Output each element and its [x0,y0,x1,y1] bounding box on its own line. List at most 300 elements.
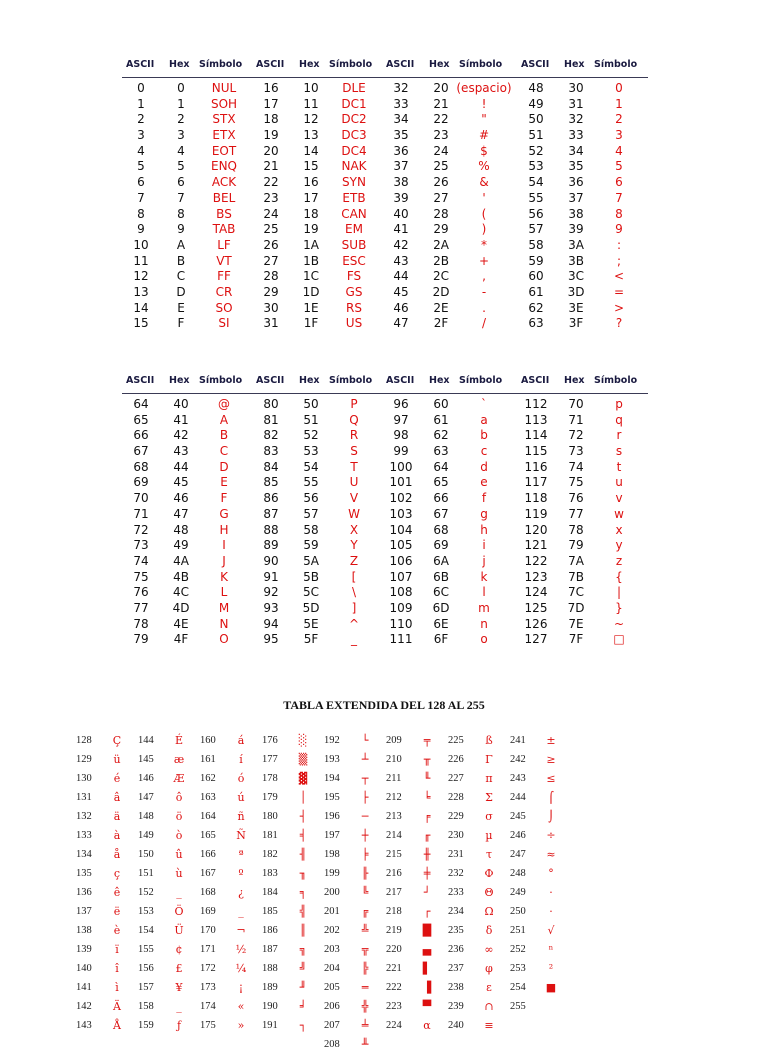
table-row [122,444,648,460]
character-symbol: F [220,491,228,506]
extended-symbol: « [237,1000,245,1013]
extended-symbol: ╣ [299,905,307,918]
extended-code: 140 [76,963,92,974]
column-header-symbol: Símbolo [329,59,373,70]
ascii-code: 53 [528,159,544,174]
hex-code: 6E [433,616,449,631]
extended-code: 241 [510,735,526,746]
extended-code: 248 [510,868,526,879]
character-symbol: I [222,538,226,553]
extended-code: 231 [448,849,464,860]
character-symbol: l [482,585,486,600]
hex-code: 64 [433,459,449,474]
extended-symbol: ┘ [423,886,431,899]
extended-code: 243 [510,773,526,784]
character-symbol: 2 [615,112,623,127]
ascii-code: 67 [133,444,149,459]
ascii-code: 34 [393,112,409,127]
character-symbol: $ [480,143,488,158]
extended-symbol: ¬ [236,924,246,937]
ascii-code: 19 [263,128,279,143]
character-symbol: J [222,553,226,568]
table-row [122,491,648,507]
ascii-code: 56 [528,206,544,221]
ascii-code: 82 [263,428,279,443]
ascii-code: 87 [263,506,279,521]
ascii-code: 76 [133,585,149,600]
extended-symbol: ⌠ [548,791,554,804]
character-symbol: < [613,269,625,284]
column-header-symbol: Símbolo [459,375,503,386]
extended-code: 129 [76,754,92,765]
hex-code: 4A [173,553,189,568]
extended-symbol: º [238,867,244,880]
character-symbol: K [220,569,228,584]
hex-code: 1C [302,269,319,284]
extended-symbol: ÷ [546,829,556,842]
table-row [122,316,648,332]
ascii-code: 14 [133,300,149,315]
hex-code: 3B [568,253,584,268]
character-symbol: BS [216,206,232,221]
extended-symbol: ± [546,734,556,747]
extended-symbol: ╛ [299,1000,307,1013]
hex-code: 7B [568,569,584,584]
ascii-code: 100 [389,459,413,474]
hex-code: 70 [568,397,584,411]
ascii-code: 45 [393,284,409,299]
extended-symbol: £ [175,962,183,975]
hex-code: 15 [303,159,319,174]
extended-symbol: _ [176,1000,182,1013]
character-symbol: NAK [341,159,367,174]
extended-code: 147 [138,792,154,803]
extended-code: 180 [262,811,278,822]
hex-code: 6 [177,175,185,190]
character-symbol: GS [345,284,363,299]
extended-symbol: · [549,905,553,918]
hex-code: 48 [173,522,189,537]
hex-code: 3F [568,316,584,331]
table-row [122,397,648,413]
ascii-code: 41 [393,222,409,237]
table-row [122,570,648,586]
extended-symbol: ⁿ [548,943,554,956]
hex-code: 5 [177,159,185,174]
extended-code: 192 [324,735,340,746]
hex-code: 7E [568,616,584,631]
ascii-code: 15 [133,316,149,331]
extended-symbol: ╡ [299,829,307,842]
ascii-code: 107 [389,569,413,584]
extended-code: 165 [200,830,216,841]
ascii-code: 42 [393,237,409,252]
extended-code: 176 [262,735,278,746]
ascii-code: 103 [389,506,413,521]
table-body [122,81,648,332]
extended-symbol: ║ [299,924,307,937]
hex-code: 73 [568,444,584,459]
ascii-code: 58 [528,237,544,252]
table-row [122,238,648,254]
extended-code: 201 [324,906,340,917]
hex-code: 36 [568,175,584,190]
hex-code: 60 [433,397,449,411]
ascii-code: 126 [524,616,548,631]
extended-symbol: à [113,829,121,842]
table-row [122,207,648,223]
ascii-code: 9 [137,222,145,237]
hex-code: 3A [568,237,584,252]
character-symbol: [ [351,569,357,584]
character-symbol: a [480,412,488,427]
extended-code: 141 [76,982,92,993]
character-symbol: | [616,585,622,600]
ascii-code: 1 [137,96,145,111]
character-symbol: DC4 [341,143,367,158]
hex-code: 71 [568,412,584,427]
column-header-hex: Hex [299,375,320,386]
extended-symbol: ┴ [361,753,369,766]
extended-symbol: ç [113,867,121,880]
ascii-code: 110 [389,616,413,631]
character-symbol: Y [350,538,358,553]
extended-symbol: ╟ [361,867,369,880]
extended-code: 204 [324,963,340,974]
extended-code: 196 [324,811,340,822]
extended-symbol: ú [237,791,245,804]
hex-code: 20 [433,81,449,95]
extended-symbol: æ [173,753,185,766]
ascii-code: 94 [263,616,279,631]
extended-code: 242 [510,754,526,765]
extended-code: 188 [262,963,278,974]
character-symbol: FF [217,269,231,284]
extended-code: 159 [138,1020,154,1031]
hex-code: A [176,237,186,252]
character-symbol: s [615,444,623,459]
hex-code: 6C [432,585,449,600]
hex-code: 6D [432,600,450,615]
extended-code: 186 [262,925,278,936]
extended-symbol: Æ [173,772,185,785]
ascii-code: 84 [263,459,279,474]
extended-symbol: ó [237,772,245,785]
extended-symbol: Å [113,1019,121,1032]
hex-code: 13 [303,128,319,143]
extended-code: 209 [386,735,402,746]
extended-code: 246 [510,830,526,841]
character-symbol: k [480,569,488,584]
extended-table-128-255 [0,733,768,1051]
character-symbol: H [219,522,229,537]
ascii-code: 21 [263,159,279,174]
table-row [122,617,648,633]
hex-code: 46 [173,491,189,506]
ascii-code: 29 [263,284,279,299]
extended-code: 253 [510,963,526,974]
hex-code: C [176,269,186,284]
extended-code: 178 [262,773,278,784]
hex-code: 54 [303,459,319,474]
table-header-row [122,374,648,394]
extended-symbol: Ω [484,905,494,918]
extended-code: 136 [76,887,92,898]
extended-code: 249 [510,887,526,898]
hex-code: 3E [568,300,584,315]
ascii-code: 8 [137,206,145,221]
character-symbol: r [616,428,622,443]
hex-code: 2 [177,112,185,127]
hex-code: 72 [568,428,584,443]
extended-symbol: Σ [485,791,493,804]
extended-symbol: ┌ [423,905,431,918]
extended-code: 139 [76,944,92,955]
table-row [122,175,648,191]
hex-code: 4C [172,585,189,600]
extended-code: 229 [448,811,464,822]
character-symbol: SI [218,316,230,331]
hex-code: 76 [568,491,584,506]
character-symbol: DC3 [341,128,367,143]
extended-symbol: ¼ [235,962,247,975]
extended-code: 203 [324,944,340,955]
extended-code: 166 [200,849,216,860]
column-header-hex: Hex [169,59,190,70]
ascii-code: 10 [133,237,149,252]
extended-code: 226 [448,754,464,765]
hex-code: B [176,253,186,268]
extended-code: 195 [324,792,340,803]
extended-symbol: É [174,734,184,747]
extended-symbol: å [113,848,121,861]
character-symbol: ] [351,600,357,615]
ascii-code: 66 [133,428,149,443]
character-symbol: DC2 [341,112,367,127]
ascii-code: 44 [393,269,409,284]
extended-code: 238 [448,982,464,993]
column-header-hex: Hex [299,59,320,70]
extended-code: 160 [200,735,216,746]
hex-code: 21 [433,96,449,111]
extended-symbol: _ [176,886,182,899]
ascii-code: 18 [263,112,279,127]
ascii-code: 89 [263,538,279,553]
ascii-code: 36 [393,143,409,158]
character-symbol: / [481,316,487,331]
ascii-code: 0 [137,81,145,95]
character-symbol: SOH [210,96,238,111]
table-row [122,507,648,523]
column-header-symbol: Símbolo [594,59,638,70]
column-header-ascii: ASCII [126,375,155,386]
ascii-code: 97 [393,412,409,427]
extended-code: 182 [262,849,278,860]
ascii-code: 61 [528,284,544,299]
hex-code: 5A [303,553,319,568]
extended-symbol: ¢ [175,943,183,956]
hex-code: 56 [303,491,319,506]
extended-code: 161 [200,754,216,765]
ascii-code: 5 [137,159,145,174]
ascii-code: 121 [524,538,548,553]
column-header-ascii: ASCII [256,59,285,70]
hex-code: 30 [568,81,584,95]
ascii-code: 98 [393,428,409,443]
extended-code: 213 [386,811,402,822]
extended-symbol: α [423,1019,431,1032]
extended-symbol: ╚ [361,886,369,899]
extended-code: 234 [448,906,464,917]
extended-code: 183 [262,868,278,879]
table-row [122,81,648,97]
extended-symbol: ¥ [175,981,183,994]
extended-symbol: ° [548,867,554,880]
extended-code: 168 [200,887,216,898]
extended-symbol: Ç [112,734,122,747]
extended-code: 239 [448,1001,464,1012]
ascii-code: 81 [263,412,279,427]
extended-code: 143 [76,1020,92,1031]
ascii-code: 7 [137,190,145,205]
character-symbol: Q [349,412,359,427]
character-symbol: \ [351,585,357,600]
character-symbol: SUB [341,237,367,252]
table-row [122,222,648,238]
hex-code: 24 [433,143,449,158]
column-header-hex: Hex [429,375,450,386]
column-header-ascii: ASCII [386,59,415,70]
ascii-code: 117 [524,475,548,490]
character-symbol: i [482,538,486,553]
hex-code: 12 [303,112,319,127]
character-symbol: M [218,600,230,615]
extended-symbol: ╫ [423,848,431,861]
extended-code: 250 [510,906,526,917]
extended-symbol: û [175,848,183,861]
ascii-code: 59 [528,253,544,268]
ascii-code: 111 [389,632,413,647]
character-symbol: j [482,553,486,568]
ascii-code: 12 [133,269,149,284]
hex-code: 34 [568,143,584,158]
hex-code: 74 [568,459,584,474]
character-symbol: 1 [615,96,623,111]
hex-code: 58 [303,522,319,537]
ascii-code: 63 [528,316,544,331]
column-header-ascii: ASCII [521,59,550,70]
ascii-code: 106 [389,553,413,568]
character-symbol: % [478,159,490,174]
character-symbol: # [478,128,490,143]
extended-symbol: ï [115,943,119,956]
hex-code: 65 [433,475,449,490]
ascii-code: 11 [133,253,149,268]
extended-code: 185 [262,906,278,917]
hex-code: 17 [303,190,319,205]
extended-symbol: ö [175,810,183,823]
extended-code: 181 [262,830,278,841]
ascii-code: 73 [133,538,149,553]
character-symbol: BEL [212,190,236,205]
extended-code: 148 [138,811,154,822]
extended-symbol: ┐ [299,1019,307,1032]
extended-symbol: ⌡ [548,810,554,823]
character-symbol: , [482,269,486,284]
extended-symbol: ╗ [299,943,307,956]
extended-code: 133 [76,830,92,841]
extended-symbol: î [115,962,119,975]
extended-symbol: ª [238,848,244,861]
extended-symbol: ╩ [361,924,369,937]
hex-code: 42 [173,428,189,443]
ascii-code: 16 [263,81,279,95]
ascii-code: 72 [133,522,149,537]
extended-code: 152 [138,887,154,898]
hex-code: 10 [303,81,319,95]
character-symbol: _ [351,632,357,647]
character-symbol: □ [613,632,625,647]
hex-code: 26 [433,175,449,190]
character-symbol: @ [218,397,230,411]
column-header-symbol: Símbolo [199,375,243,386]
ascii-code: 70 [133,491,149,506]
extended-symbol: ┬ [361,772,369,785]
hex-code: 22 [433,112,449,127]
ascii-code: 37 [393,159,409,174]
hex-code: 5F [303,632,319,647]
extended-symbol: ╧ [361,1019,369,1032]
extended-code: 198 [324,849,340,860]
hex-code: 2C [432,269,449,284]
ascii-code: 122 [524,553,548,568]
extended-code: 167 [200,868,216,879]
hex-code: 75 [568,475,584,490]
character-symbol: } [615,600,623,615]
extended-symbol: ▒ [298,753,308,766]
extended-code: 173 [200,982,216,993]
hex-code: 1B [303,253,319,268]
character-symbol: ) [481,222,487,237]
extended-symbol: ≡ [484,1019,494,1032]
extended-symbol: ≈ [546,848,556,861]
hex-code: 7C [567,585,584,600]
hex-code: 55 [303,475,319,490]
hex-code: 29 [433,222,449,237]
ascii-code: 101 [389,475,413,490]
extended-code: 224 [386,1020,402,1031]
character-symbol: STX [212,112,236,127]
character-symbol: X [349,522,359,537]
extended-symbol: ü [113,753,121,766]
extended-symbol: ▄ [422,943,432,956]
character-symbol: : [616,237,622,252]
character-symbol: p [615,397,623,411]
ascii-code: 102 [389,491,413,506]
extended-symbol: é [113,772,121,785]
character-symbol: 6 [615,175,623,190]
extended-code: 202 [324,925,340,936]
extended-symbol: ▀ [422,1000,432,1013]
extended-symbol: ≥ [546,753,556,766]
character-symbol: ` [481,397,487,411]
extended-symbol: ╦ [361,943,369,956]
character-symbol: ; [616,253,622,268]
character-symbol: ( [481,206,487,221]
hex-code: 4F [173,632,189,647]
extended-code: 247 [510,849,526,860]
character-symbol: + [478,253,490,268]
